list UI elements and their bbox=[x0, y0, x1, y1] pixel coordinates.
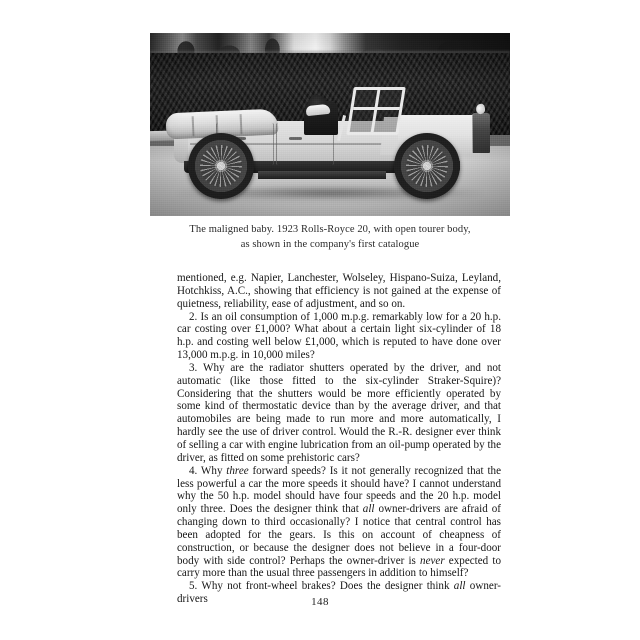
hood-fold bbox=[192, 116, 195, 136]
wheel-spokes bbox=[406, 145, 448, 187]
para-3: 3. Why are the radiator shutters operated by the driver, and not automatic (like those fitted to the six-cylinder Straker-Squire)? Considering that the shutters would be more efficiently operated by some kind of thermostatic device than by the average driver, and that automobiles are being made to run more and more automatically, I hardly see the use of driver control. Would the R.-R. designer ever think of selling a car with engine lubrication from an oil-pump operated by the driver, as fitted on some prehistoric cars? bbox=[177, 361, 501, 464]
para-continuation: mentioned, e.g. Napier, Lanchester, Wolseley, Hispano-Suiza, Leyland, Hotchkiss, A.C., showing that efficiency is not gained at the expense of quietness, reliability, ease of adjustment, and so on. bbox=[177, 272, 501, 310]
para-4: 4. Why three forward speeds? Is it not generally recognized that the less powerful a car the more speeds it should have? I cannot understand why the 50 h.p. model should have four speeds and the 20 h.p. model only three. Does the designer think that all owner-drivers are afraid of changing down to third occasionally? I notice that central control has been adopted for the gears. Is this on account of cheapness of construction, or because the designer does not believe in a four-door body with side control? Perhaps the owner-driver is never expected to carry more than the usual three passengers in addition to himself? bbox=[177, 464, 502, 580]
para-5: 5. Why not front-wheel brakes? Does the designer think all owner-drivers bbox=[177, 580, 501, 606]
windscreen-divider bbox=[371, 90, 381, 132]
radiator-grille bbox=[472, 113, 490, 153]
para-2: 2. Is an oil consumption of 1,000 m.p.g. remarkably low for a 20 h.p. car costing over £1,000? What about a certain light six-cylinder of 18 h.p. and costing well below £1,000, which is reputed to have done over 13,000 m.p.g. in 10,000 miles? bbox=[177, 310, 501, 362]
photograph-figure bbox=[150, 33, 510, 216]
photograph-image bbox=[150, 33, 510, 216]
rear-wheel bbox=[188, 133, 254, 199]
wheel-spokes bbox=[200, 145, 242, 187]
page-number: 148 bbox=[311, 596, 329, 608]
door-handle bbox=[289, 137, 302, 140]
motor-car bbox=[154, 99, 506, 191]
figure-caption bbox=[150, 222, 510, 252]
windscreen-frame bbox=[346, 87, 406, 135]
running-board bbox=[258, 171, 386, 179]
body-text bbox=[177, 272, 501, 606]
caption-line-1: The maligned baby. 1923 Rolls-Royce 20, with open tourer body, bbox=[189, 224, 471, 235]
front-wheel bbox=[394, 133, 460, 199]
caption-line-2: as shown in the company's first catalogue bbox=[240, 239, 420, 250]
